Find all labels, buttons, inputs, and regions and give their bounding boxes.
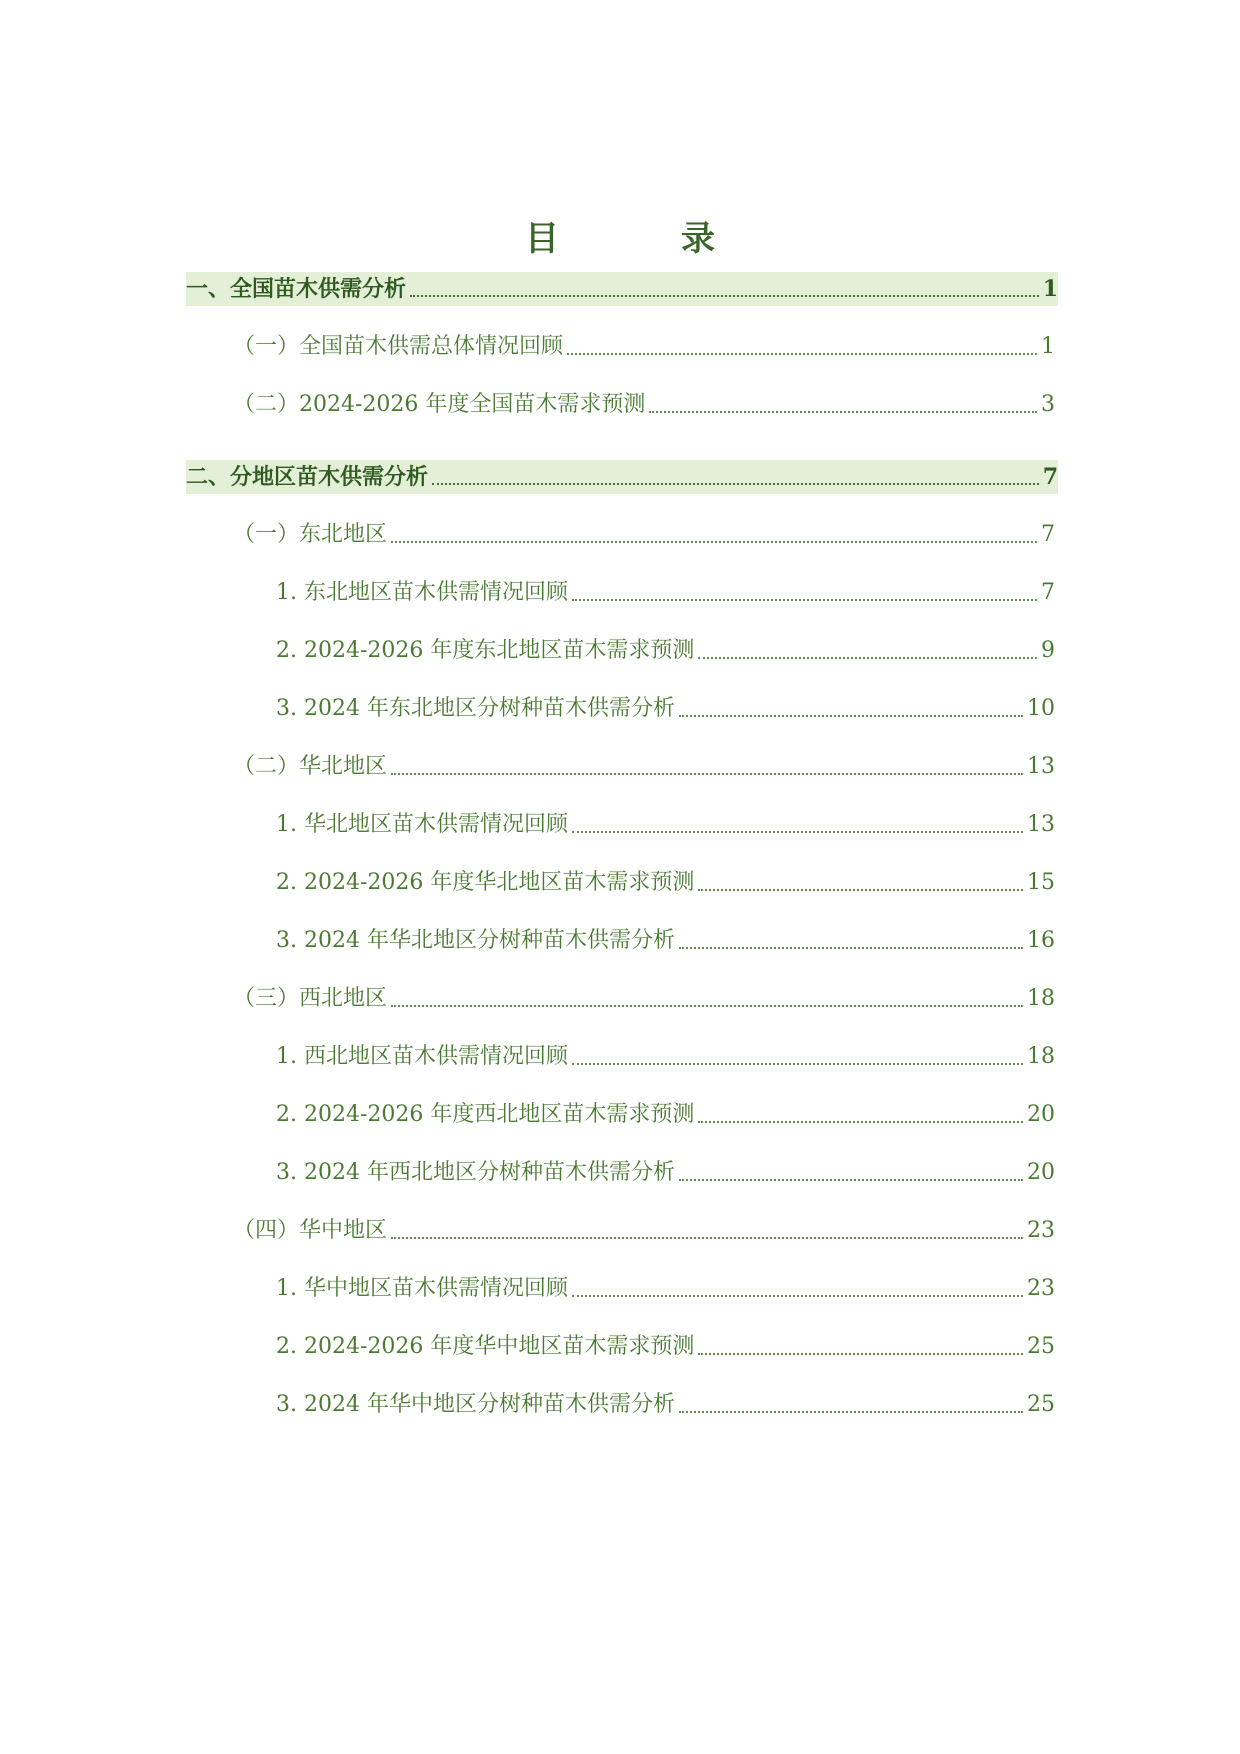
toc-entry-title: 2. 2024-2026 年度华北地区苗木需求预测 <box>276 870 695 895</box>
dot-leader <box>677 924 1025 958</box>
toc-entry-title: 1. 华北地区苗木供需情况回顾 <box>276 812 568 837</box>
toc-entry-title: 二、分地区苗木供需分析 <box>186 464 429 490</box>
dot-leader <box>677 692 1025 726</box>
toc-entry[interactable] <box>233 982 1055 1016</box>
toc-entry-title: 2. 2024-2026 年度东北地区苗木需求预测 <box>276 638 695 663</box>
dot-leader <box>570 1040 1025 1074</box>
toc-entry-page-number: 7 <box>1041 522 1055 547</box>
dot-leader <box>389 518 1039 552</box>
toc-entry-title: 1. 华中地区苗木供需情况回顾 <box>276 1276 568 1301</box>
toc-entry-page-number: 1 <box>1041 334 1055 359</box>
toc-entry-page-number: 10 <box>1027 696 1055 721</box>
toc-entry[interactable] <box>276 808 1055 842</box>
toc-entry[interactable] <box>276 1388 1055 1422</box>
dot-leader <box>696 866 1025 900</box>
dot-leader <box>696 1330 1025 1364</box>
toc-entry[interactable] <box>276 924 1055 958</box>
toc-entry-page-number: 25 <box>1027 1334 1055 1359</box>
toc-entry[interactable] <box>276 634 1055 668</box>
toc-entry[interactable] <box>233 1214 1055 1248</box>
dot-leader <box>389 982 1025 1016</box>
toc-entry-title: 3. 2024 年西北地区分树种苗木供需分析 <box>276 1160 675 1185</box>
toc-entry-page-number: 7 <box>1042 464 1058 490</box>
dot-leader <box>430 460 1041 494</box>
toc-entry[interactable] <box>233 388 1055 422</box>
toc-entry-page-number: 1 <box>1042 276 1058 302</box>
toc-entry[interactable] <box>276 1156 1055 1190</box>
toc-entry-page-number: 13 <box>1027 812 1055 837</box>
toc-entry-page-number: 18 <box>1027 986 1055 1011</box>
toc-entry-title: （一）全国苗木供需总体情况回顾 <box>233 334 564 359</box>
toc-entry-page-number: 13 <box>1027 754 1055 779</box>
toc-entry-title: 1. 西北地区苗木供需情况回顾 <box>276 1044 568 1069</box>
toc-entry[interactable] <box>233 750 1055 784</box>
toc-entry-page-number: 18 <box>1027 1044 1055 1069</box>
toc-entry-page-number: 9 <box>1041 638 1055 663</box>
toc-entry-title: （一）东北地区 <box>233 522 388 547</box>
dot-leader <box>389 1214 1025 1248</box>
toc-entry[interactable] <box>186 460 1058 494</box>
toc-entry-page-number: 7 <box>1041 580 1055 605</box>
toc-entry-page-number: 23 <box>1027 1218 1055 1243</box>
toc-entry-page-number: 3 <box>1041 392 1055 417</box>
toc-entry[interactable] <box>276 866 1055 900</box>
dot-leader <box>570 1272 1025 1306</box>
dot-leader <box>389 750 1025 784</box>
toc-entry-page-number: 15 <box>1027 870 1055 895</box>
dot-leader <box>677 1156 1025 1190</box>
toc-entry-title: 一、全国苗木供需分析 <box>186 276 407 302</box>
toc-entry-title: （四）华中地区 <box>233 1218 388 1243</box>
toc-entry-title: （二）华北地区 <box>233 754 388 779</box>
page-title: 目 录 <box>525 219 759 259</box>
dot-leader <box>696 1098 1025 1132</box>
toc-entry[interactable] <box>276 1330 1055 1364</box>
toc-entry-title: 3. 2024 年东北地区分树种苗木供需分析 <box>276 696 675 721</box>
dot-leader <box>570 808 1025 842</box>
dot-leader <box>565 330 1039 364</box>
toc-entry[interactable] <box>276 1272 1055 1306</box>
toc-entry-title: 2. 2024-2026 年度西北地区苗木需求预测 <box>276 1102 695 1127</box>
dot-leader <box>570 576 1039 610</box>
toc-entry-title: 1. 东北地区苗木供需情况回顾 <box>276 580 568 605</box>
dot-leader <box>647 388 1039 422</box>
toc-entry[interactable] <box>233 518 1055 552</box>
toc-entry-page-number: 20 <box>1027 1160 1055 1185</box>
toc-entry-page-number: 16 <box>1027 928 1055 953</box>
toc-entry-title: 2. 2024-2026 年度华中地区苗木需求预测 <box>276 1334 695 1359</box>
dot-leader <box>677 1388 1025 1422</box>
toc-entry-title: （二）2024-2026 年度全国苗木需求预测 <box>233 392 646 417</box>
toc-entry[interactable] <box>233 330 1055 364</box>
toc-entry-page-number: 25 <box>1027 1392 1055 1417</box>
toc-entry-title: 3. 2024 年华中地区分树种苗木供需分析 <box>276 1392 675 1417</box>
toc-entry-title: 3. 2024 年华北地区分树种苗木供需分析 <box>276 928 675 953</box>
toc-entry-title: （三）西北地区 <box>233 986 388 1011</box>
toc-entry[interactable] <box>276 576 1055 610</box>
toc-entry[interactable] <box>276 1098 1055 1132</box>
toc-entry-page-number: 20 <box>1027 1102 1055 1127</box>
toc-entry[interactable] <box>186 272 1058 306</box>
toc-entry-page-number: 23 <box>1027 1276 1055 1301</box>
toc-entry[interactable] <box>276 1040 1055 1074</box>
toc-entry[interactable] <box>276 692 1055 726</box>
dot-leader <box>696 634 1039 668</box>
dot-leader <box>408 272 1041 306</box>
